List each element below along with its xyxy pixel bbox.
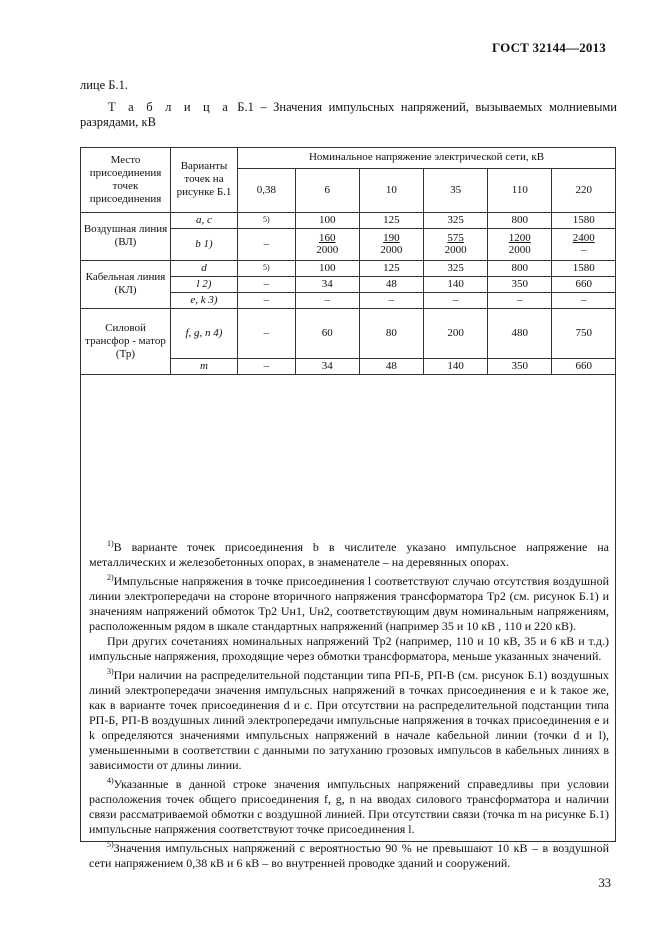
- value-cell: –: [238, 276, 296, 292]
- footnote-mark: 3): [107, 667, 114, 676]
- value-cell: 660: [552, 276, 615, 292]
- col-variant-header: Варианты точек на рисунке Б.1: [171, 148, 238, 212]
- value-cell: –: [295, 292, 359, 308]
- value-cell: 48: [359, 358, 423, 374]
- footnote-text: В варианте точек присоединения b в числителе указано импульсное напряжение на металлических и железобетонных опорах, в знаменателе – на деревянных опорах.: [89, 540, 609, 569]
- footnote-mark: 4): [107, 776, 114, 785]
- value-cell: 125: [359, 260, 423, 276]
- value-cell: –: [238, 308, 296, 358]
- value-cell: 34: [295, 358, 359, 374]
- value-cell: 575 2000: [424, 228, 488, 260]
- variant-cell: m: [171, 358, 238, 374]
- value-cell: 5): [238, 260, 296, 276]
- value-cell: –: [424, 292, 488, 308]
- value-cell: 60: [295, 308, 359, 358]
- voltage-header: 110: [488, 168, 552, 212]
- value-cell: –: [552, 292, 615, 308]
- variant-cell: a, c: [171, 212, 238, 228]
- table-row: [81, 212, 615, 228]
- value-cell: 750: [552, 308, 615, 358]
- value-cell: 660: [552, 358, 615, 374]
- value-cell: –: [359, 292, 423, 308]
- footnote-mark: 5): [107, 840, 114, 849]
- value-cell: –: [238, 292, 296, 308]
- footnote-text: При других сочетаниях номинальных напряжений Тр2 (например, 110 и 10 кВ, 35 и 6 кВ и т.д.) импульсные напряжения, проходящие через обмотки трансформатора, меньше указанных значений.: [89, 634, 609, 663]
- variant-cell: b 1): [171, 228, 238, 260]
- footnote-mark: 1): [107, 539, 114, 548]
- value-cell: 350: [488, 276, 552, 292]
- caption-prefix: Т а б л и ц а: [108, 100, 231, 114]
- voltage-table: [81, 148, 615, 375]
- document-id: ГОСТ 32144—2013: [491, 40, 606, 55]
- footnote-text: Значения импульсных напряжений с вероятностью 90 % не превышают 10 кВ – в воздушной сети напряжением 0,38 кВ и 6 кВ – во внутренней проводке зданий и сооружений.: [89, 841, 609, 870]
- value-cell: 48: [359, 276, 423, 292]
- value-cell: –: [238, 358, 296, 374]
- value-cell: 800: [488, 212, 552, 228]
- value-cell: 325: [424, 260, 488, 276]
- value-cell: 80: [359, 308, 423, 358]
- value-cell: –: [488, 292, 552, 308]
- value-cell: 140: [424, 358, 488, 374]
- value-cell: 5): [238, 212, 296, 228]
- table-row: [81, 260, 615, 276]
- table-caption: [80, 100, 617, 130]
- col-group-header: Номинальное напряжение электрической сети, кВ: [238, 148, 616, 168]
- footnote: [89, 773, 609, 837]
- footnote: [89, 536, 609, 570]
- footnote-text: Импульсные напряжения в точке присоединения l соответствуют случаю отсутствия воздушной линии электропередачи на стороне вторичного напряжения трансформатора Тр2 (см. рисунок Б.1) и значениям напряжений обмоток Тр2 Uн1, Uн2, соответствующим двум номинальным напряжениям, расположенным рядом в шкале стандартных напряжений (например 35 и 10 кВ , 110 и 220 кВ).: [89, 574, 609, 633]
- table-frame: [80, 147, 616, 870]
- value-cell: 34: [295, 276, 359, 292]
- footnote-mark: 2): [107, 573, 114, 582]
- footnote: [89, 634, 609, 664]
- variant-cell: e, k 3): [171, 292, 238, 308]
- value-cell: 1580: [552, 212, 615, 228]
- voltage-header: 6: [295, 168, 359, 212]
- value-cell: 325: [424, 212, 488, 228]
- value-cell: 190 2000: [359, 228, 423, 260]
- table-row: [81, 308, 615, 358]
- variant-cell: l 2): [171, 276, 238, 292]
- voltage-header: 0,38: [238, 168, 296, 212]
- value-cell: 100: [295, 260, 359, 276]
- col-place-header: Место присоединения точек присоединения: [81, 148, 171, 212]
- value-cell: 140: [424, 276, 488, 292]
- value-cell: 800: [488, 260, 552, 276]
- footnote: [89, 570, 609, 634]
- footnote: [89, 837, 609, 871]
- value-cell: 200: [424, 308, 488, 358]
- variant-cell: d: [171, 260, 238, 276]
- footnote-text: Указанные в данной строке значения импульсных напряжений справедливы при условии расположения точек общего присоединения f, g, n на вводах силового трансформатора и наличии связи рассматриваемой обмотки с воздушной линией. При отсутствии связи (точка m на рисунке Б.1) импульсные напряжения соответствуют точке присоединения l.: [89, 777, 609, 836]
- intro-text: лице Б.1.: [80, 78, 128, 92]
- footnotes: [89, 536, 609, 871]
- value-cell: 100: [295, 212, 359, 228]
- footnote: [89, 664, 609, 773]
- value-cell: 125: [359, 212, 423, 228]
- place-cell: Кабельная линия (КЛ): [81, 260, 171, 308]
- variant-cell: f, g, n 4): [171, 308, 238, 358]
- value-cell: 1580: [552, 260, 615, 276]
- footnote-text: При наличии на распределительной подстанции типа РП-Б, РП-В (см. рисунок Б.1) воздушных линий электропередачи значения импульсных напряжений в точках присоединения e и k такое же, как в варианте точек присоединения d и c. При отсутствии на распределительной подстанции типа РП-Б, РП-В воздушных линий электропередачи импульсные напряжения в точках присоединения e и k определяются значениями импульсных напряжений в начале кабельной линии (точки d и l), уменьшенными в соответствии с данными по затуханию грозовых импульсов в кабельных линиях в зависимости от длины линии.: [89, 668, 609, 772]
- voltage-header: 35: [424, 168, 488, 212]
- caption-text: Б.1 – Значения импульсных напряжений, вызываемых молниевыми разрядами, кВ: [80, 100, 617, 129]
- value-cell: 350: [488, 358, 552, 374]
- value-cell: 2400 –: [552, 228, 615, 260]
- voltage-header: 10: [359, 168, 423, 212]
- value-cell: 1200 2000: [488, 228, 552, 260]
- value-cell: 160 2000: [295, 228, 359, 260]
- place-cell: Воздушная линия (ВЛ): [81, 212, 171, 260]
- voltage-header: 220: [552, 168, 615, 212]
- page-number: 33: [598, 876, 611, 890]
- value-cell: 480: [488, 308, 552, 358]
- table-body: [81, 212, 615, 374]
- place-cell: Силовой трансфор - матор (Тр): [81, 308, 171, 374]
- value-cell: –: [238, 228, 296, 260]
